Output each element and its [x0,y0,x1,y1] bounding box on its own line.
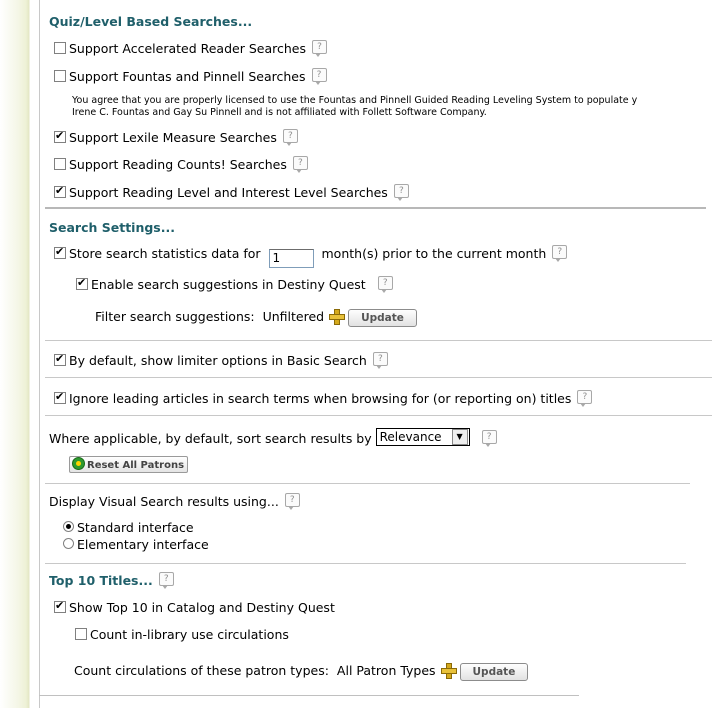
filter-suggestions-label: Filter search suggestions: [95,309,255,324]
section-title-top10 [49,572,174,588]
fountas-note-line1: You agree that you are properly licensed to use the Fountas and Pinnell Guided Reading Leveling System to populate y [72,95,638,106]
reset-all-patrons-label: Reset All Patrons [87,460,185,471]
reset-icon [72,457,85,470]
fountas-checkbox[interactable] [54,70,66,82]
inlibrary-checkbox[interactable] [75,628,87,640]
help-icon[interactable]: ? [312,40,327,54]
months-input[interactable]: 1 [269,249,314,268]
inlibrary-label: Count in-library use circulations [90,627,289,642]
reset-row [69,456,188,473]
patron-types-value: All Patron Types [336,663,436,678]
dropdown-arrow-icon[interactable] [452,429,468,445]
show-top10-checkbox[interactable] [54,601,66,613]
section-title-top10-text: Top 10 Titles... [49,573,153,588]
help-icon[interactable]: ? [312,68,327,82]
accelerated-reader-label: Support Accelerated Reader Searches [69,41,306,56]
fountas-row [54,68,327,84]
left-decoration-bar [0,0,30,708]
help-icon[interactable]: ? [552,245,567,259]
store-stats-label: Store search statistics data for [69,246,261,261]
enable-suggestions-checkbox[interactable] [76,278,88,290]
sort-select[interactable] [376,428,470,446]
reading-level-checkbox[interactable] [54,186,66,198]
section-title-search: Search Settings... [49,220,175,235]
help-icon[interactable]: ? [159,572,174,586]
reading-counts-checkbox[interactable] [54,158,66,170]
divider [45,340,712,341]
help-icon[interactable]: ? [378,276,393,290]
fountas-label: Support Fountas and Pinnell Searches [69,69,306,84]
help-icon[interactable]: ? [285,493,300,507]
store-stats-row [54,245,567,268]
store-stats-suffix: month(s) prior to the current month [321,246,547,261]
divider [45,563,686,564]
enable-suggestions-label: Enable search suggestions in Destiny Quest [91,277,366,292]
help-icon[interactable]: ? [577,390,592,404]
ignore-articles-row [54,390,592,406]
standard-interface-label: Standard interface [77,520,194,535]
visual-search-label: Display Visual Search results using... [49,494,279,509]
limiter-checkbox[interactable] [54,354,66,366]
reading-level-label: Support Reading Level and Interest Level Searches [69,185,388,200]
sort-select-value: Relevance [379,430,442,444]
section-title-quiz: Quiz/Level Based Searches... [49,14,253,29]
sort-label: Where applicable, by default, sort search results by [49,431,372,446]
reading-counts-label: Support Reading Counts! Searches [69,157,287,172]
accelerated-reader-row [54,40,327,56]
limiter-row [54,352,388,368]
patron-types-label: Count circulations of these patron types: [74,663,329,678]
visual-search-row [49,493,300,509]
panel-left-border [39,0,40,708]
patron-types-row [74,662,528,681]
lexile-label: Support Lexile Measure Searches [69,130,277,145]
elementary-interface-row [63,537,209,552]
ignore-articles-checkbox[interactable] [54,392,66,404]
section-divider [45,207,706,209]
sort-row [49,428,497,446]
limiter-label: By default, show limiter options in Basic Search [69,353,367,368]
fountas-note-line2: Irene C. Fountas and Gay Su Pinnell and is not affiliated with Follett Software Company. [72,107,487,118]
divider [45,377,712,378]
add-icon[interactable] [440,662,456,678]
elementary-interface-radio[interactable] [63,538,74,549]
lexile-checkbox[interactable] [54,131,66,143]
help-icon[interactable]: ? [283,129,298,143]
help-icon[interactable]: ? [373,352,388,366]
help-icon[interactable]: ? [394,184,409,198]
inlibrary-row [75,627,289,642]
divider [45,483,690,484]
lexile-row [54,129,298,145]
reading-counts-row [54,156,308,172]
patron-update-button[interactable]: Update [460,663,529,681]
filter-suggestions-value: Unfiltered [262,309,325,324]
panel-bottom-border [39,695,579,696]
store-stats-checkbox[interactable] [54,247,66,259]
add-icon[interactable] [328,308,344,324]
filter-suggestions-row [95,308,417,327]
show-top10-label: Show Top 10 in Catalog and Destiny Quest [69,600,335,615]
enable-suggestions-row [76,276,393,292]
standard-interface-radio[interactable] [63,521,74,532]
reading-level-row [54,184,409,200]
standard-interface-row [63,520,194,535]
ignore-articles-label: Ignore leading articles in search terms when browsing for (or reporting on) titles [69,391,572,406]
accelerated-reader-checkbox[interactable] [54,42,66,54]
reset-all-patrons-button[interactable] [69,456,188,473]
filter-update-button[interactable]: Update [348,309,417,327]
help-icon[interactable]: ? [293,156,308,170]
help-icon[interactable]: ? [482,430,497,444]
show-top10-row [54,600,335,615]
elementary-interface-label: Elementary interface [77,537,209,552]
divider [45,415,712,416]
